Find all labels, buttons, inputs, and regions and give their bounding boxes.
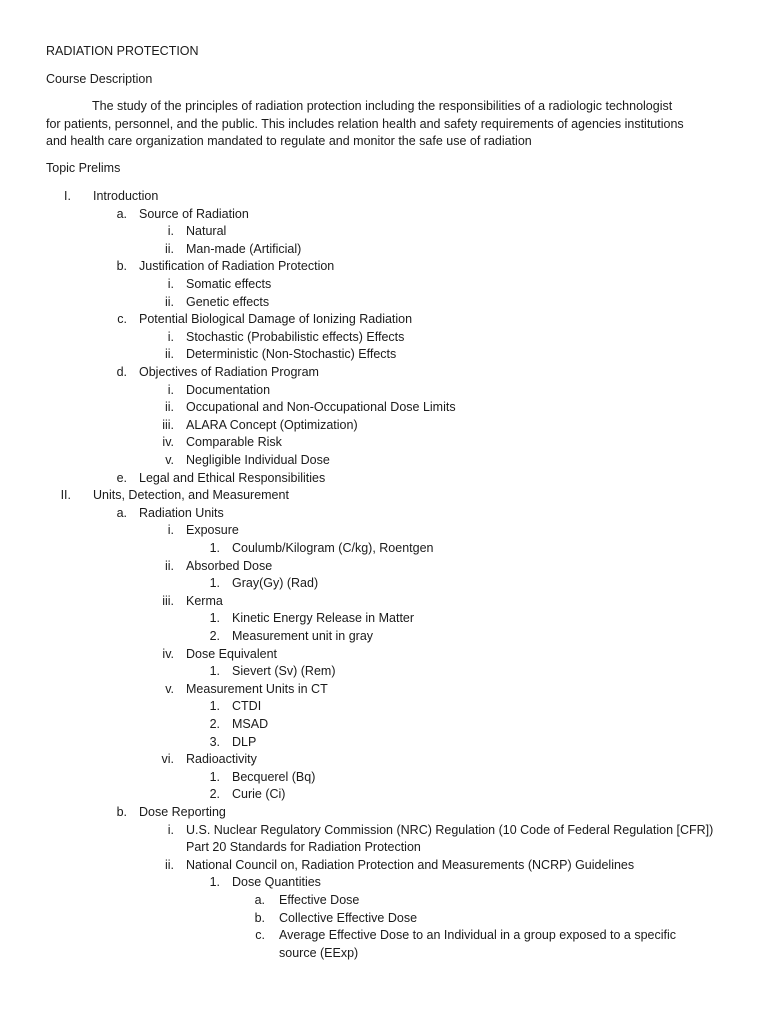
outline-marker: 1. (209, 769, 220, 784)
outline-marker: i. (167, 277, 174, 291)
outline-marker: 1. (209, 541, 220, 555)
outline-marker: v. (165, 453, 174, 467)
outline-item-text: Somatic effects (186, 277, 272, 291)
outline-item-text: Objectives of Radiation Program (139, 365, 319, 379)
description-line: for patients, personnel, and the public. This includes relation health and safety requirements of agencies institutions (46, 116, 684, 131)
outline-marker: 2. (209, 629, 220, 643)
document-title: RADIATION PROTECTION (46, 44, 199, 58)
outline-marker: i. (167, 382, 174, 397)
outline-item-text: Introduction (93, 189, 159, 203)
outline-item-text: Negligible Individual Dose (186, 453, 330, 467)
description-line: The study of the principles of radiation protection including the responsibilities of a radiologic technologist (92, 99, 673, 113)
outline-marker: iv. (162, 435, 174, 450)
outline-marker: I. (64, 189, 71, 203)
outline-item-text: Dose Reporting (139, 805, 226, 819)
outline-marker: i. (167, 329, 174, 344)
outline-item-text: Deterministic (Non-Stochastic) Effects (186, 347, 397, 362)
outline-item-text: source (EExp) (279, 945, 359, 960)
outline-marker: ii. (164, 400, 174, 415)
outline-item-text: DLP (232, 734, 257, 749)
outline-marker: II. (60, 488, 71, 503)
outline-marker: iii. (162, 593, 174, 608)
outline-item-text: Justification of Radiation Protection (139, 259, 335, 274)
course-description-paragraph (46, 98, 722, 151)
outline-item-text: Sievert (Sv) (Rem) (232, 664, 336, 679)
outline-item-text: Gray(Gy) (Rad) (232, 576, 319, 591)
outline-marker: 2. (209, 717, 220, 731)
outline-item-text: Stochastic (Probabilistic effects) Effects (186, 329, 405, 344)
outline-marker: d. (116, 365, 127, 379)
outline-marker: c. (255, 928, 265, 943)
outline-marker: ii. (164, 558, 174, 573)
outline-marker: vi. (161, 752, 174, 767)
outline-marker: 3. (209, 734, 220, 749)
outline-item-text: Kinetic Energy Release in Matter (232, 611, 415, 626)
outline-item-text: Genetic effects (186, 294, 270, 309)
description-line: and health care organization mandated to regulate and monitor the safe use of radiation (46, 134, 532, 148)
outline-marker: iii. (162, 417, 174, 432)
outline-marker: v. (165, 681, 174, 696)
outline-item-text: Man-made (Artificial) (186, 241, 302, 256)
outline-marker: c. (117, 312, 127, 327)
outline-marker: iv. (162, 646, 174, 661)
outline-marker: ii. (164, 294, 174, 309)
outline-item-text: Effective Dose (279, 893, 360, 907)
outline-item-text: U.S. Nuclear Regulatory Commission (NRC) Regulation (10 Code of Federal Regulation [CFR]) (186, 822, 714, 837)
outline-marker: ii. (164, 857, 174, 872)
outline-marker: a. (116, 206, 127, 221)
outline-item-text: Curie (Ci) (232, 787, 286, 802)
outline-item-text: Measurement Units in CT (186, 681, 328, 696)
outline-item-text: Becquerel (Bq) (232, 769, 316, 784)
outline-marker: b. (116, 805, 127, 819)
outline-marker: 1. (209, 611, 220, 626)
outline-marker: a. (116, 505, 127, 520)
outline-marker: b. (254, 910, 265, 925)
outline-marker: i. (167, 822, 174, 837)
outline-marker: i. (167, 523, 174, 538)
outline-marker: i. (167, 224, 174, 239)
outline-item-text: CTDI (232, 699, 262, 714)
outline-marker: ii. (164, 347, 174, 362)
outline-item-text: Documentation (186, 382, 271, 397)
outline-item-text: Legal and Ethical Responsibilities (139, 470, 326, 485)
outline-item-text: ALARA Concept (Optimization) (186, 417, 358, 432)
outline-marker: a. (254, 893, 265, 907)
outline-marker: 1. (209, 699, 220, 714)
outline-marker: 1. (209, 875, 220, 890)
outline-item-text: Absorbed Dose (186, 558, 273, 573)
outline-item-text: Natural (186, 224, 227, 239)
outline-item-text: Kerma (186, 593, 223, 608)
outline-item-text: Exposure (186, 523, 239, 538)
outline-marker: 1. (209, 664, 220, 679)
outline-item-text: Potential Biological Damage of Ionizing Radiation (139, 312, 413, 327)
outline-item-text: Radioactivity (186, 752, 257, 767)
outline-item-text: Comparable Risk (186, 435, 282, 450)
outline-item-text: Average Effective Dose to an Individual in a group exposed to a specific (279, 928, 677, 943)
topic-prelims-heading: Topic Prelims (46, 161, 121, 175)
outline-marker: e. (116, 470, 127, 485)
outline-item-text: Dose Equivalent (186, 646, 278, 661)
outline-item-text: Occupational and Non-Occupational Dose Limits (186, 400, 456, 415)
outline-item-text: Dose Quantities (232, 875, 321, 890)
outline-item-text: MSAD (232, 717, 269, 731)
outline-marker: b. (116, 259, 127, 274)
outline-item-text: Collective Effective Dose (279, 910, 418, 925)
outline-item-text: National Council on, Radiation Protection and Measurements (NCRP) Guidelines (186, 857, 635, 872)
outline-item-text: Measurement unit in gray (232, 629, 374, 643)
outline-marker: 1. (209, 576, 220, 591)
outline-item-text: Part 20 Standards for Radiation Protection (186, 840, 421, 855)
outline-marker: 2. (209, 787, 220, 802)
outline-item-text: Source of Radiation (139, 206, 249, 221)
outline-item-text: Radiation Units (139, 505, 224, 520)
course-description-heading: Course Description (46, 72, 153, 86)
outline-item-text: Coulumb/Kilogram (C/kg), Roentgen (232, 541, 434, 555)
outline-marker: ii. (164, 241, 174, 256)
outline-item-text: Units, Detection, and Measurement (93, 488, 289, 503)
